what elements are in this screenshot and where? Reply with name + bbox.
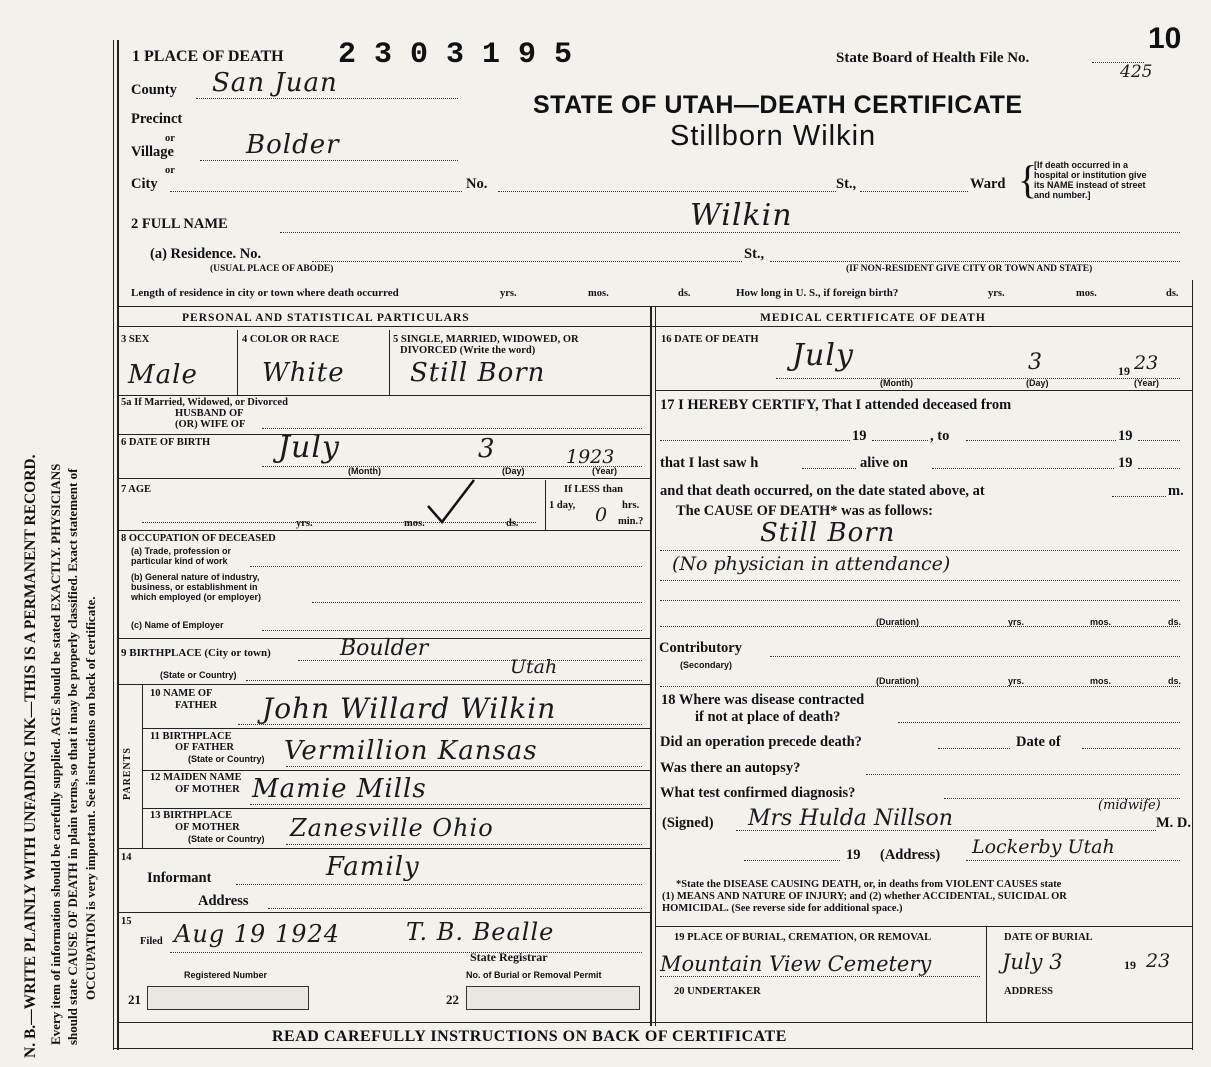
signed-line bbox=[736, 830, 1156, 831]
medical-section-header: MEDICAL CERTIFICATE OF DEATH bbox=[760, 312, 986, 324]
occupation-c-line bbox=[262, 630, 642, 631]
birthplace-state-label: (State or Country) bbox=[160, 670, 237, 680]
length-residence-label: Length of residence in city or town where death occurred bbox=[131, 287, 399, 299]
length-mos: mos. bbox=[588, 288, 609, 299]
city-line bbox=[170, 191, 462, 192]
date-of-label: Date of bbox=[1016, 734, 1061, 750]
cause-line-2 bbox=[660, 580, 1180, 581]
dob-year: 1923 bbox=[566, 446, 615, 468]
burial-date-label: DATE OF BURIAL bbox=[1004, 932, 1093, 943]
burial-place-value: Mountain View Cemetery bbox=[660, 952, 932, 976]
cause-value: Still Born bbox=[760, 518, 896, 548]
saw-line bbox=[802, 468, 856, 469]
midwife-value: (midwife) bbox=[1098, 798, 1161, 813]
footnote-3: HOMICIDAL. (See reverse side for additional space.) bbox=[662, 903, 903, 914]
full-name-value: Wilkin bbox=[690, 198, 793, 233]
secondary-label: (Secondary) bbox=[680, 660, 733, 670]
dob-day-sub: (Day) bbox=[502, 466, 525, 476]
personal-section-header: PERSONAL AND STATISTICAL PARTICULARS bbox=[182, 312, 470, 324]
full-name-label: 2 FULL NAME bbox=[131, 216, 228, 232]
residence-st-label: St., bbox=[744, 246, 765, 262]
certify-19a: 19 bbox=[852, 428, 867, 444]
mother-label-1: 12 MAIDEN NAME bbox=[150, 772, 242, 783]
occupation-a2: particular kind of work bbox=[131, 556, 228, 566]
bottom-border bbox=[113, 1048, 1193, 1049]
dob-year-sub: (Year) bbox=[592, 466, 618, 476]
num-22: 22 bbox=[446, 992, 459, 1007]
md-label: M. D. bbox=[1156, 815, 1192, 831]
burial-row-top bbox=[655, 926, 1193, 927]
spouse-label-1: 5a If Married, Widowed, or Divorced bbox=[121, 397, 288, 408]
dod-day: 3 bbox=[1028, 350, 1042, 375]
sex-color-divider bbox=[237, 330, 238, 395]
village-label: Village bbox=[131, 144, 174, 160]
duration-yrs-1: yrs. bbox=[1008, 617, 1025, 627]
us-ds: ds. bbox=[1166, 288, 1179, 299]
duration-yrs-2: yrs. bbox=[1008, 676, 1025, 686]
undertaker-label: 20 UNDERTAKER bbox=[674, 986, 761, 997]
us-label: How long in U. S., if foreign birth? bbox=[736, 287, 899, 299]
certify-label: 17 I HEREBY CERTIFY, That I attended deceased from bbox=[660, 397, 1012, 413]
registered-number-box bbox=[147, 986, 309, 1010]
mother-line bbox=[250, 804, 642, 805]
certify-19b-line bbox=[1138, 440, 1180, 441]
dod-label: 16 DATE OF DEATH bbox=[661, 334, 759, 345]
footer-instructions: READ CAREFULLY INSTRUCTIONS ON BACK OF CERTIFICATE bbox=[272, 1028, 787, 1045]
burial-place-label: 19 PLACE OF BURIAL, CREMATION, OR REMOVAL bbox=[674, 932, 932, 943]
occupation-c: (c) Name of Employer bbox=[131, 620, 224, 630]
hospital-note-3: its NAME instead of street bbox=[1034, 180, 1146, 190]
duration-mos-1: mos. bbox=[1090, 617, 1112, 627]
burial-line bbox=[660, 976, 980, 977]
autopsy-line bbox=[866, 774, 1180, 775]
hospital-note-4: and number.] bbox=[1034, 190, 1091, 200]
hospital-note-1: [If death occurred in a bbox=[1034, 160, 1129, 170]
or-label-2: or bbox=[165, 165, 175, 176]
father-label-2: FATHER bbox=[175, 700, 218, 711]
age-less-1: If LESS than bbox=[564, 484, 623, 495]
age-label: 7 AGE bbox=[121, 484, 152, 495]
father-bp-1: 11 BIRTHPLACE bbox=[150, 731, 232, 742]
father-bp-2: OF FATHER bbox=[175, 742, 235, 753]
informant-row-bottom bbox=[117, 912, 650, 913]
certify-to-line bbox=[966, 440, 1116, 441]
certificate-stamp-number: 2303195 bbox=[338, 38, 591, 72]
bottom-section-line bbox=[117, 1022, 1193, 1023]
signed-value: Mrs Hulda Nillson bbox=[748, 806, 953, 831]
certify-19b: 19 bbox=[1118, 428, 1133, 444]
cause-label: The CAUSE OF DEATH* was as follows: bbox=[676, 503, 933, 519]
marital-label-2: DIVORCED (Write the word) bbox=[400, 345, 536, 356]
hospital-note-2: hospital or institution give bbox=[1034, 170, 1147, 180]
parents-vertical-label: PARENTS bbox=[122, 747, 133, 800]
father-bp-row-bottom bbox=[142, 770, 650, 771]
burial-date-divider bbox=[986, 926, 987, 1022]
village-line bbox=[200, 160, 458, 161]
signed-19d: 19 bbox=[846, 847, 861, 863]
address-line bbox=[268, 908, 642, 909]
cause-line-3 bbox=[660, 600, 1180, 601]
informant-line bbox=[236, 884, 642, 885]
no-line bbox=[498, 191, 836, 192]
occupation-a-line bbox=[250, 566, 642, 567]
us-yrs: yrs. bbox=[988, 288, 1005, 299]
registered-number-label: Registered Number bbox=[184, 970, 268, 980]
precinct-label: Precinct bbox=[131, 111, 183, 127]
length-ds: ds. bbox=[678, 288, 691, 299]
place-of-death-label: 1 PLACE OF DEATH bbox=[132, 48, 284, 65]
occupation-b2: business, or establishment in bbox=[131, 582, 258, 592]
signed-date-line bbox=[744, 860, 840, 861]
ward-label: Ward bbox=[970, 176, 1006, 192]
burial-permit-label: No. of Burial or Removal Permit bbox=[466, 970, 602, 980]
mother-bp-line bbox=[286, 844, 642, 845]
spouse-label-2: HUSBAND OF bbox=[175, 408, 244, 419]
left-border-inner bbox=[113, 40, 114, 1050]
duration-label-2: (Duration) bbox=[876, 676, 919, 686]
certificate-title: STATE OF UTAH—DEATH CERTIFICATE bbox=[533, 91, 1023, 119]
burial-date-value: July 3 bbox=[1002, 950, 1063, 974]
village-value: Bolder bbox=[246, 130, 340, 160]
alive-line bbox=[932, 468, 1114, 469]
dob-day: 3 bbox=[478, 434, 496, 464]
age-yrs: yrs. bbox=[296, 518, 313, 529]
num-15: 15 bbox=[121, 916, 132, 927]
file-number-value: 425 bbox=[1120, 62, 1153, 82]
duration-line-2 bbox=[660, 686, 1180, 687]
cause-note: (No physician in attendance) bbox=[672, 553, 951, 575]
age-row-bottom bbox=[117, 530, 650, 531]
us-mos: mos. bbox=[1076, 288, 1097, 299]
dod-year-value: 23 bbox=[1134, 352, 1159, 374]
operation-line bbox=[938, 748, 1010, 749]
duration-label-1: (Duration) bbox=[876, 617, 919, 627]
mother-value: Mamie Mills bbox=[252, 774, 427, 804]
mother-bp-3: (State or Country) bbox=[188, 834, 265, 844]
certify-from-line bbox=[660, 440, 850, 441]
residence-sub: (USUAL PLACE OF ABODE) bbox=[210, 264, 334, 274]
st-label: St., bbox=[836, 176, 857, 192]
side-instruction-line-4: OCCUPATION is very important. See instructions on back of certificate. bbox=[83, 596, 98, 1000]
address-value-med: Lockerby Utah bbox=[972, 836, 1115, 858]
age-less-hrs: hrs. bbox=[622, 500, 640, 511]
filed-label: Filed bbox=[140, 936, 163, 947]
st-line bbox=[860, 191, 968, 192]
autopsy-label: Was there an autopsy? bbox=[660, 760, 801, 776]
dob-line bbox=[262, 466, 642, 467]
mother-bp-value: Zanesville Ohio bbox=[290, 814, 494, 842]
sex-row-bottom bbox=[117, 395, 650, 396]
mother-bp-2: OF MOTHER bbox=[175, 822, 240, 833]
or-label-1: or bbox=[165, 133, 175, 144]
side-instruction-line-1: N. B.—WRITE PLAINLY WITH UNFADING INK—THIS IS A PERMANENT RECORD. bbox=[22, 454, 39, 1058]
spouse-line bbox=[262, 428, 642, 429]
father-row-bottom bbox=[142, 728, 650, 729]
test-label: What test confirmed diagnosis? bbox=[660, 785, 856, 801]
county-label: County bbox=[131, 82, 177, 98]
dob-month-sub: (Month) bbox=[348, 466, 381, 476]
color-label: 4 COLOR OR RACE bbox=[242, 334, 340, 345]
middle-divider bbox=[650, 306, 652, 1026]
birthplace-state-line bbox=[246, 680, 642, 681]
num-21: 21 bbox=[128, 992, 141, 1007]
filed-value: Aug 19 1924 bbox=[174, 920, 341, 948]
occupation-label: 8 OCCUPATION OF DECEASED bbox=[121, 533, 276, 544]
registrar-label: State Registrar bbox=[470, 950, 548, 964]
residence-line bbox=[312, 261, 742, 262]
contributory-line bbox=[770, 656, 1180, 657]
color-value: White bbox=[262, 358, 345, 388]
alive-19c-line bbox=[1138, 468, 1180, 469]
state-board-label: State Board of Health File No. bbox=[836, 50, 1030, 66]
occupation-a1: (a) Trade, profession or bbox=[131, 546, 232, 556]
dob-row-bottom bbox=[117, 478, 650, 479]
dob-month: July bbox=[278, 430, 340, 465]
date-of-line bbox=[1082, 748, 1180, 749]
typed-name: Stillborn Wilkin bbox=[670, 120, 877, 152]
middle-divider-2 bbox=[655, 306, 656, 1026]
nonresident-note: (IF NON-RESIDENT GIVE CITY OR TOWN AND STATE) bbox=[846, 264, 1093, 274]
dod-year-sub: (Year) bbox=[1134, 378, 1160, 388]
certify-to: , to bbox=[930, 428, 950, 444]
hospital-brace: { bbox=[1018, 157, 1038, 202]
q18-line bbox=[898, 722, 1180, 723]
mother-row-bottom bbox=[142, 808, 650, 809]
age-ds: ds. bbox=[506, 518, 519, 529]
side-instruction-line-3: should state CAUSE OF DEATH in plain terms, so that it may be properly classified. Exact statement of bbox=[65, 468, 80, 1045]
mother-bp-row-bottom bbox=[117, 848, 650, 849]
marital-label-1: 5 SINGLE, MARRIED, WIDOWED, OR bbox=[393, 334, 579, 345]
father-bp-3: (State or Country) bbox=[188, 754, 265, 764]
cause-line-1 bbox=[660, 550, 1180, 551]
filed-line bbox=[170, 952, 642, 953]
mother-bp-1: 13 BIRTHPLACE bbox=[150, 810, 233, 821]
q18-line-2: if not at place of death? bbox=[695, 709, 841, 725]
father-value: John Willard Wilkin bbox=[262, 692, 557, 725]
father-label-1: 10 NAME OF bbox=[150, 688, 213, 699]
address-label: Address bbox=[198, 893, 249, 909]
age-less-2: 1 day, bbox=[549, 500, 576, 511]
right-border bbox=[1192, 280, 1193, 1050]
father-bp-value: Vermillion Kansas bbox=[284, 736, 538, 766]
birthplace-value: Boulder bbox=[340, 636, 429, 661]
saw-label: that I last saw h bbox=[660, 455, 759, 471]
occupation-b3: which employed (or employer) bbox=[131, 592, 262, 602]
corner-number: 10 bbox=[1148, 22, 1182, 55]
sex-value: Male bbox=[128, 360, 198, 390]
residence-st-line bbox=[770, 261, 1180, 262]
county-line bbox=[196, 98, 458, 99]
contributory-label: Contributory bbox=[659, 640, 742, 656]
occurred-line bbox=[1112, 496, 1166, 497]
registrar-signature: T. B. Bealle bbox=[406, 918, 555, 946]
marital-value: Still Born bbox=[410, 358, 546, 388]
residence-label: (a) Residence. No. bbox=[150, 246, 262, 262]
no-label: No. bbox=[466, 176, 488, 192]
spouse-row-bottom bbox=[117, 434, 650, 435]
footnote-1: *State the DISEASE CAUSING DEATH, or, in deaths from VIOLENT CAUSES state bbox=[676, 879, 1062, 890]
alive-19c: 19 bbox=[1118, 455, 1133, 471]
burial-permit-box bbox=[466, 986, 640, 1010]
occurred-m: m. bbox=[1168, 483, 1184, 499]
dod-year-prefix: 19 bbox=[1118, 364, 1130, 378]
operation-label: Did an operation precede death? bbox=[660, 734, 862, 750]
occurred-label: and that death occurred, on the date stated above, at bbox=[660, 483, 985, 499]
dod-month: July bbox=[792, 338, 854, 373]
age-min-value: 0 bbox=[595, 504, 608, 526]
age-check-mark bbox=[420, 476, 480, 526]
dod-day-sub: (Day) bbox=[1026, 378, 1049, 388]
age-less-min: min.? bbox=[618, 516, 644, 527]
birthplace-state-value: Utah bbox=[510, 656, 558, 678]
num-14: 14 bbox=[121, 852, 132, 863]
certify-19a-line bbox=[872, 440, 928, 441]
signed-label: (Signed) bbox=[662, 815, 714, 831]
color-marital-divider bbox=[389, 330, 390, 395]
informant-value: Family bbox=[326, 852, 420, 882]
county-value: San Juan bbox=[212, 68, 338, 98]
address2-label: ADDRESS bbox=[1004, 986, 1054, 997]
address-line-med bbox=[966, 860, 1180, 861]
spouse-label-3: (OR) WIFE OF bbox=[175, 419, 246, 430]
birthplace-label: 9 BIRTHPLACE (City or town) bbox=[121, 647, 271, 659]
left-border bbox=[117, 40, 119, 1050]
duration-mos-2: mos. bbox=[1090, 676, 1112, 686]
burial-year-value: 23 bbox=[1146, 950, 1171, 972]
birthplace-row-bottom bbox=[117, 684, 650, 685]
mother-label-2: OF MOTHER bbox=[175, 784, 240, 795]
city-label: City bbox=[131, 176, 158, 192]
duration-ds-2: ds. bbox=[1168, 676, 1182, 686]
occupation-b-line bbox=[312, 602, 642, 603]
alive-label: alive on bbox=[860, 455, 908, 471]
q18-line-1: 18 Where was disease contracted bbox=[661, 692, 865, 708]
father-bp-line bbox=[286, 766, 642, 767]
parents-left-divider bbox=[142, 684, 143, 848]
duration-line-1 bbox=[660, 626, 1180, 627]
age-mos: mos. bbox=[404, 518, 425, 529]
duration-ds-1: ds. bbox=[1168, 617, 1182, 627]
dod-month-sub: (Month) bbox=[880, 378, 913, 388]
burial-year-prefix: 19 bbox=[1124, 958, 1136, 972]
address-label-med: (Address) bbox=[880, 847, 941, 863]
age-less-divider bbox=[545, 480, 546, 530]
dod-row-bottom bbox=[655, 390, 1193, 391]
sex-label: 3 SEX bbox=[121, 334, 150, 345]
footnote-2: (1) MEANS AND NATURE OF INJURY; and (2) whether ACCIDENTAL, SUICIDAL OR bbox=[662, 891, 1067, 902]
dod-line bbox=[776, 378, 1180, 379]
length-yrs: yrs. bbox=[500, 288, 517, 299]
informant-label: Informant bbox=[147, 870, 212, 886]
dob-label: 6 DATE OF BIRTH bbox=[121, 437, 211, 448]
side-instruction-line-2: Every item of information should be carefully supplied. AGE should be stated EXACTLY. PHYSICIANS bbox=[48, 463, 63, 1045]
occupation-b1: (b) General nature of industry, bbox=[131, 572, 260, 582]
